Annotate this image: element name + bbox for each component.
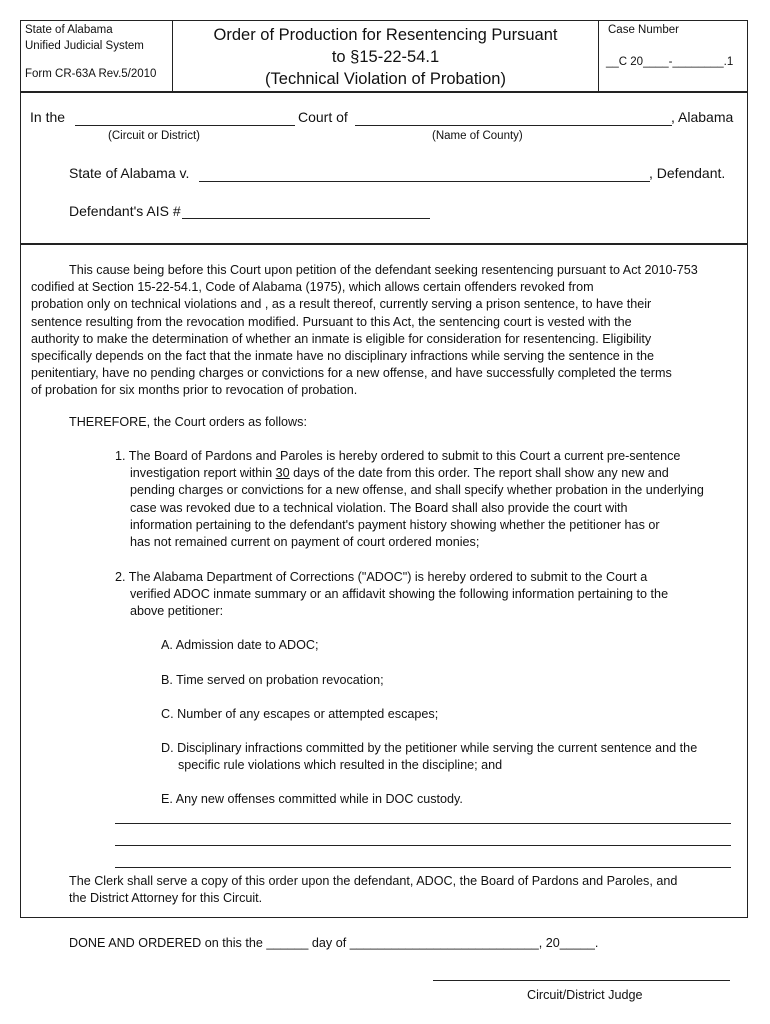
- intro-line: authority to make the determination of whether an inmate is eligible for consideration for resentencing. Eligibility: [31, 331, 652, 346]
- intro-line: sentence resulting from the revocation modified. Pursuant to this Act, the sentencing court is vested with the: [31, 314, 632, 329]
- judge-signature-line[interactable]: [433, 980, 730, 981]
- item2-line: above petitioner:: [130, 604, 224, 619]
- item1-line2-start: investigation report within: [130, 466, 276, 481]
- case-number-field[interactable]: __C 20____-________.1: [606, 56, 734, 68]
- form-title: [173, 24, 598, 90]
- report-days: 30: [275, 466, 290, 481]
- clerk-line2: the District Attorney for this Circuit.: [69, 891, 263, 906]
- item1-line: pending charges or convictions for a new offense, and shall specify whether probation in the underlying: [130, 483, 704, 498]
- sub-item-d: [161, 740, 746, 774]
- sub-item-e: E. Any new offenses committed while in DOC custody.: [161, 792, 463, 806]
- sub-item-a: A. Admission date to ADOC;: [161, 638, 319, 652]
- intro-line: codified at Section 15-22-54.1, Code of Alabama (1975), which allows certain offenders revoked from: [31, 280, 594, 295]
- alabama-suffix: , Alabama: [671, 109, 734, 125]
- sub-d-line1: D. Disciplinary infractions committed by the petitioner while serving the current sentence and the: [161, 741, 698, 755]
- judge-label: Circuit/District Judge: [527, 988, 643, 1002]
- item1-line2-end: days of the date from this order. The report shall show any new and: [289, 466, 669, 481]
- title-line2: to §15-22-54.1: [331, 48, 440, 66]
- sub-d-line2: specific rule violations which resulted in the discipline; and: [178, 758, 503, 773]
- item1-line: information pertaining to the defendant's payment history showing whether the petitioner has or: [130, 517, 660, 532]
- sub-item-c: C. Number of any escapes or attempted escapes;: [161, 707, 439, 721]
- ais-label: Defendant's AIS #: [69, 203, 181, 219]
- issuer-line1: State of Alabama: [25, 24, 113, 36]
- title-line1: Order of Production for Resentencing Pursuant: [213, 26, 558, 44]
- form-id: Form CR-63A Rev.5/2010: [25, 68, 157, 80]
- item1-line: has not remained current on payment of court ordered monies;: [130, 535, 480, 550]
- clerk-line1: The Clerk shall serve a copy of this order upon the defendant, ADOC, the Board of Pardons and Paroles, and: [69, 874, 678, 888]
- state-v-label: State of Alabama v.: [69, 165, 190, 181]
- sub-item-b: B. Time served on probation revocation;: [161, 673, 384, 687]
- issuer-line2: Unified Judicial System: [25, 40, 144, 52]
- additional-order-line-1[interactable]: [115, 823, 731, 824]
- item2-line: verified ADOC inmate summary or an affidavit showing the following information pertaining to the: [130, 587, 669, 602]
- intro-paragraph: [31, 262, 741, 400]
- defendant-suffix: , Defendant.: [649, 165, 726, 181]
- order-item-1: [115, 448, 745, 551]
- court-type-hint: (Circuit or District): [108, 130, 200, 142]
- title-line3: (Technical Violation of Probation): [265, 70, 506, 88]
- intro-line: specifically depends on the fact that the inmate have no disciplinary infractions while serving the sentence in the: [31, 349, 655, 364]
- therefore-line: THEREFORE, the Court orders as follows:: [69, 415, 307, 429]
- county-hint: (Name of County): [432, 130, 523, 142]
- intro-line: of probation for six months prior to revocation of probation.: [31, 383, 358, 398]
- item1-line: [115, 465, 745, 482]
- intro-line: penitentiary, have no pending charges or convictions for a new offense, and have successfully completed the terms: [31, 366, 672, 381]
- done-and-ordered[interactable]: DONE AND ORDERED on this the ______ day of ___________________________, 20_____.: [69, 936, 599, 950]
- in-the-label: In the: [30, 109, 66, 125]
- defendant-name-field[interactable]: [199, 181, 650, 182]
- additional-order-line-2[interactable]: [115, 845, 731, 846]
- item2-line: 2. The Alabama Department of Corrections ("ADOC") is hereby ordered to submit to the Court a: [115, 570, 648, 584]
- intro-line: This cause being before this Court upon petition of the defendant seeking resentencing pursuant to Act 2010-753: [69, 263, 698, 277]
- case-number-label: Case Number: [608, 24, 679, 36]
- header-divider-right: [598, 20, 599, 92]
- additional-order-line-3[interactable]: [115, 867, 731, 868]
- item1-line: case was revoked due to a technical violation. The Board shall also provide the court with: [130, 500, 628, 515]
- order-item-2: [115, 569, 745, 621]
- ais-field[interactable]: [182, 218, 430, 219]
- county-field[interactable]: [355, 125, 672, 126]
- court-of-label: Court of: [298, 109, 348, 125]
- item1-line: 1. The Board of Pardons and Paroles is hereby ordered to submit to this Court a current pre-sentence: [115, 449, 681, 463]
- clerk-instruction: [69, 873, 739, 907]
- intro-line: probation only on technical violations and , as a result thereof, currently serving a prison sentence, to have their: [31, 297, 652, 312]
- court-type-field[interactable]: [75, 125, 295, 126]
